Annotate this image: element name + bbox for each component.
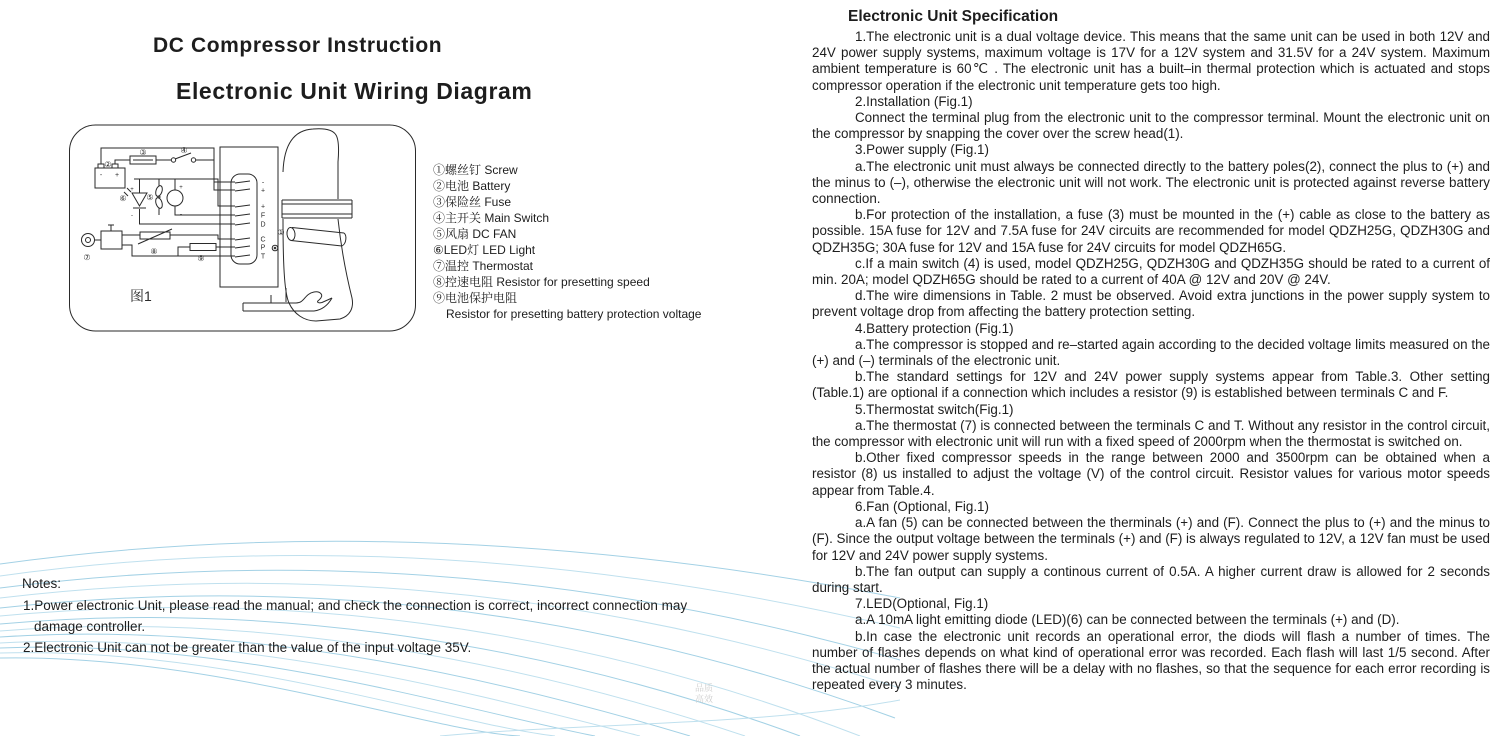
- figure-caption: 图1: [130, 288, 152, 304]
- protection-resistor-symbol: [190, 244, 216, 251]
- marker-thermostat: ⑦: [83, 253, 91, 262]
- spec-paragraph: a.The thermostat (7) is connected between the terminals C and T. Without any resistor in the control circuit, the compressor with electronic unit will run with a fixed speed of 2000rpm when the thermostat is switched on.: [812, 417, 1490, 450]
- wire-group-drops: [140, 179, 176, 193]
- marker-fuse: ③: [139, 148, 147, 157]
- spec-paragraph: c.If a main switch (4) is used, model QDZH25G, QDZH30G and QDZH35G should be rated to a current of min. 20A; model QDZH65G should be rated to a current of 40A @ 12V and 20V @ 24V.: [812, 255, 1490, 288]
- section-title: Electronic Unit Wiring Diagram: [176, 78, 533, 104]
- terminal-label: +: [260, 203, 266, 211]
- wire-motor-f: [175, 206, 235, 215]
- fuse-symbol: [130, 156, 156, 164]
- terminal-label: P: [260, 244, 266, 252]
- spec-paragraph: 2.Installation (Fig.1): [855, 93, 973, 109]
- spec-paragraph: 1.The electronic unit is a dual voltage device. This means that the same unit can be used in both 12V and 24V power supply systems, maximum voltage is 17V for a 12V system and 31.5V for a 24V system. Maximum ambient temperature is 60℃ . The electronic unit has a built–in thermal protection which is actuated and stops compressor operation if the electronic unit temperature gets too high.: [812, 29, 1490, 93]
- spec-paragraph: b.The fan output can supply a continous current of 0.5A. A higher current draw is allowed for 2 seconds during start.: [812, 563, 1490, 595]
- wire-resistor-c: [170, 235, 235, 239]
- spec-paragraph: 7.LED(Optional, Fig.1): [855, 596, 989, 612]
- notes-item-1-continued: damage controller.: [34, 619, 146, 634]
- document-title: DC Compressor Instruction: [153, 34, 443, 57]
- spec-paragraph: 5.Thermostat switch(Fig.1): [855, 401, 1014, 417]
- legend-item: ⑤风扇 DC FAN: [433, 227, 517, 241]
- legend-item: ②电池 Battery: [433, 179, 511, 193]
- spec-paragraph: a.A 10mA light emitting diode (LED)(6) can be connected between the terminals (+) and (D).: [855, 612, 1400, 628]
- notes-item-2: 2.Electronic Unit can not be greater than the value of the input voltage 35V.: [23, 640, 472, 655]
- spec-paragraph: d.The wire dimensions in Table. 2 must be observed. Avoid extra junctions in the power supply system to prevent voltage drop from affecting the battery protection setting.: [812, 288, 1490, 320]
- wire-battery-plus: [115, 160, 130, 164]
- terminal-label: T: [260, 253, 266, 261]
- marker-battery: ②: [104, 160, 112, 169]
- led-symbol: [124, 187, 147, 219]
- spec-paragraph: b.The standard settings for 12V and 24V power supply systems appear from Table.3. Other setting (Table.1) are optional if a connection which includes a resistor (9) is established between terminals C and F.: [812, 369, 1490, 401]
- watermark: [695, 683, 713, 705]
- mounting-bracket: [243, 292, 332, 311]
- specification-body: [812, 29, 1490, 693]
- decorative-wave-lines: [0, 536, 900, 736]
- legend-item: ⑥LED灯 LED Light: [433, 243, 536, 257]
- spec-paragraph: a.The electronic unit must always be connected directly to the battery poles(2), connect the plus to (+) and the minus to (–), otherwise the electronic unit will not work. The electronic unit is protected against reverse battery connection.: [812, 158, 1490, 207]
- fan-symbol: [154, 185, 163, 209]
- spec-paragraph: 4.Battery protection (Fig.1): [855, 320, 1014, 336]
- spec-paragraph: a.A fan (5) can be connected between the therminals (+) and (F). Connect the plus to (+) and the minus to (F). Since the output voltage between the terminals (+) and (F) is always regulated to 12V, a 12V fan must be used for 12V and 24V power supply systems.: [812, 515, 1490, 563]
- terminal-labels: [260, 180, 265, 261]
- diagram-legend: [433, 162, 701, 322]
- marker-main-switch: ④: [180, 146, 188, 155]
- legend-item: ⑨电池保护电阻: [433, 291, 518, 305]
- notes-heading: Notes:: [22, 576, 62, 591]
- marker-screw: ①: [277, 228, 285, 237]
- spec-paragraph: b.Other fixed compressor speeds in the range between 2000 and 3500rpm can be obtained when a resistor (8) us installed to adjust the voltage (V) of the control circuit. Resistor values for various motor speeds appear from Table.4.: [812, 450, 1490, 498]
- spec-paragraph: Connect the terminal plug from the electronic unit to the compressor terminal. Mount the electronic unit on the compressor by snapping the cover over the screw head(1).: [812, 110, 1490, 142]
- speed-resistor-symbol: [138, 229, 172, 244]
- marker-fan: ⑤: [146, 193, 154, 202]
- terminal-label: F: [260, 212, 266, 220]
- thermostat-symbol: [82, 225, 127, 249]
- battery-plus-sign: +: [114, 172, 120, 179]
- motor-plus-sign: +: [179, 185, 183, 191]
- wire-battery-minus: [101, 148, 235, 182]
- specification-heading: Electronic Unit Specification: [848, 8, 1059, 25]
- marker-speed-resistor: ⑧: [150, 247, 158, 256]
- electronic-unit: [220, 147, 278, 287]
- wire-led-d: [140, 209, 236, 224]
- spec-paragraph: 6.Fan (Optional, Fig.1): [855, 498, 989, 514]
- legend-item: Resistor for presetting battery protection voltage: [446, 307, 702, 321]
- spec-paragraph: b.In case the electronic unit records an operational error, the diods will flash a number of times. The number of flashes depends on what kind of operational error was recorded. Each flash will last 1/5 second. After the actual number of flashes there will be a delay with no flashes, so that the sequence for each error recording is repeated every 3 minutes.: [812, 628, 1490, 693]
- spec-paragraph: b.For protection of the installation, a fuse (3) must be mounted in the (+) cable as close to the battery as possible. 15A fuse for 12V and 7.5A fuse for 24V circuits are recommended for model QDZH25G, QDZH30G and QDZH35G; 30A fuse for 12V and 15A fuse for 24V circuits for model QDZH65G.: [812, 207, 1490, 255]
- led-plus-sign: +: [130, 187, 134, 193]
- marker-led: ⑥: [119, 194, 127, 203]
- spec-paragraph: a.The compressor is stopped and re–started again according to the decided voltage limits measured on the (+) and (–) terminals of the electronic unit.: [812, 336, 1490, 369]
- spec-paragraph: 3.Power supply (Fig.1): [855, 142, 989, 158]
- led-minus-sign: -: [131, 213, 133, 219]
- wire-switch-unit: [196, 160, 235, 190]
- wire-branch-resistor9: [178, 247, 190, 256]
- legend-item: ①螺丝钉 Screw: [433, 163, 518, 177]
- marker-protection-resistor: ⑨: [197, 254, 205, 263]
- specification-section: [812, 8, 1490, 693]
- legend-item: ⑧控速电阻 Resistor for presetting speed: [433, 275, 650, 289]
- terminal-label: +: [260, 187, 266, 195]
- figure-border: [70, 125, 416, 331]
- battery-minus-sign: -: [99, 172, 103, 179]
- wiring-diagram: [68, 122, 418, 342]
- watermark-line: 高效: [695, 694, 714, 704]
- notes-item-1: 1.Power electronic Unit, please read the manual; and check the connection is correct, incorrect connection may: [23, 598, 688, 613]
- legend-item: ⑦温控 Thermostat: [433, 259, 534, 273]
- terminal-label: C: [260, 236, 266, 244]
- legend-item: ③保险丝 Fuse: [433, 195, 512, 209]
- legend-item: ④主开关 Main Switch: [433, 211, 550, 225]
- motor-minus-sign: -: [180, 212, 182, 218]
- terminal-label: D: [260, 221, 266, 229]
- watermark-line: 品质: [695, 683, 714, 693]
- terminal-label: -: [261, 179, 265, 187]
